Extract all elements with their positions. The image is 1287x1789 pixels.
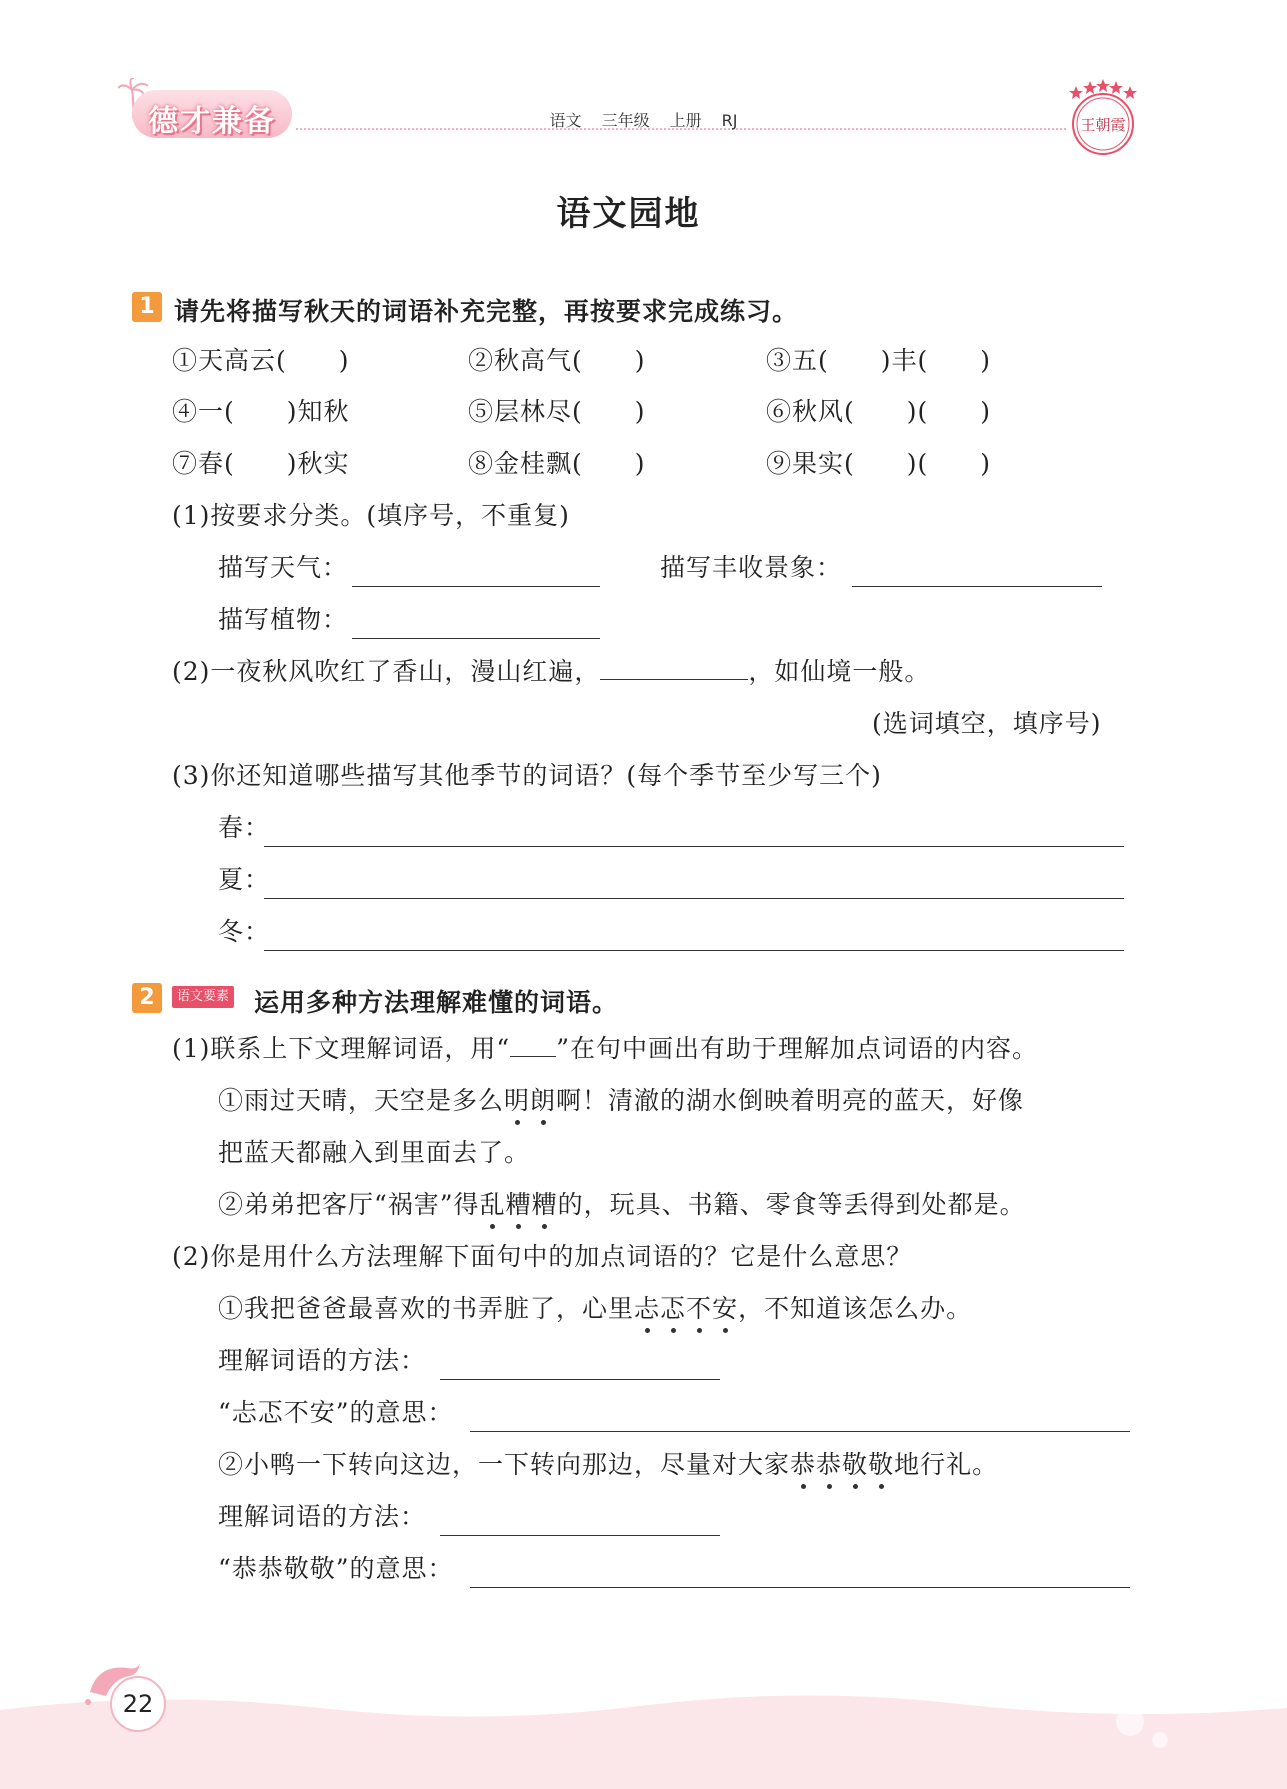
idiom-5: ⑤层林尽( ) bbox=[468, 397, 646, 426]
section-1-number: 1 bbox=[132, 292, 162, 322]
meaning-label-2: “恭恭敬敬”的意思： bbox=[218, 1554, 454, 1583]
winter-label: 冬： bbox=[218, 917, 271, 946]
dotted-char: 不 bbox=[686, 1294, 713, 1323]
q3-prompt: (3)你还知道哪些描写其他季节的词语？(每个季节至少写三个) bbox=[172, 761, 882, 790]
method-answer-line-2[interactable] bbox=[440, 1505, 720, 1536]
summer-label: 夏： bbox=[218, 865, 271, 894]
dotted-char: 敬 bbox=[842, 1450, 869, 1479]
phrase-2-sentence: ②小鸭一下转向这边，一下转向那边，尽量对大家恭恭敬敬地行礼。 bbox=[218, 1450, 999, 1479]
dotted-char: 恭 bbox=[790, 1450, 817, 1479]
idiom-6: ⑥秋风( )( ) bbox=[766, 397, 992, 426]
subject: 语文 bbox=[549, 111, 582, 130]
section-2-instruction: 运用多种方法理解难懂的词语。 bbox=[254, 988, 619, 1017]
plants-label: 描写植物： bbox=[218, 605, 349, 634]
underline-sample bbox=[510, 1034, 556, 1057]
idiom-2: ②秋高气( ) bbox=[468, 346, 646, 375]
spring-label: 春： bbox=[218, 813, 271, 842]
method-label-2: 理解词语的方法： bbox=[218, 1502, 427, 1531]
dotted-char: 糟 bbox=[505, 1190, 532, 1219]
section-2-number: 2 bbox=[132, 983, 162, 1013]
edition: RJ bbox=[721, 111, 738, 130]
section-1-instruction: 请先将描写秋天的词语补充完整，再按要求完成练习。 bbox=[174, 297, 799, 326]
dotted-char: 安 bbox=[712, 1294, 739, 1323]
s2-q1-prompt: (1)联系上下文理解词语，用“ ”在句中画出有助于理解加点词语的内容。 bbox=[172, 1034, 1038, 1063]
meaning-label-1: “忐忑不安”的意思： bbox=[218, 1398, 454, 1427]
idiom-7: ⑦春( )秋实 bbox=[172, 449, 350, 478]
dotted-char: 敬 bbox=[868, 1450, 895, 1479]
grade: 三年级 bbox=[601, 111, 650, 130]
s2-q2-prompt: (2)你是用什么方法理解下面句中的加点词语的？它是什么意思？ bbox=[172, 1242, 913, 1271]
method-label-1: 理解词语的方法： bbox=[218, 1346, 427, 1375]
idiom-9: ⑨果实( )( ) bbox=[766, 449, 992, 478]
weather-label: 描写天气： bbox=[218, 553, 349, 582]
idiom-8: ⑧金桂飘( ) bbox=[468, 449, 646, 478]
method-answer-line-1[interactable] bbox=[440, 1349, 720, 1380]
dotted-char: 忑 bbox=[660, 1294, 687, 1323]
author-seal bbox=[1062, 78, 1144, 160]
logo-text: 德才兼备 bbox=[148, 104, 276, 139]
dotted-char: 朗 bbox=[530, 1086, 557, 1115]
phrase-1-sentence: ①我把爸爸最喜欢的书弄脏了，心里忐忑不安，不知道该怎么办。 bbox=[218, 1294, 973, 1323]
sentence-1: ①雨过天晴，天空是多么明朗啊！清澈的湖水倒映着明亮的蓝天，好像 bbox=[218, 1086, 1025, 1115]
plants-answer-line[interactable] bbox=[352, 608, 600, 639]
section-2-tag: 语文要素 bbox=[172, 986, 234, 1008]
page-number: 22 bbox=[110, 1676, 166, 1732]
q2-note: (选词填空，填序号) bbox=[872, 709, 1102, 738]
weather-answer-line[interactable] bbox=[352, 556, 600, 587]
harvest-label: 描写丰收景象： bbox=[660, 553, 843, 582]
dotted-char: 乱 bbox=[479, 1190, 506, 1219]
idiom-1: ①天高云( ) bbox=[172, 346, 350, 375]
svg-text:王朝霞: 王朝霞 bbox=[1080, 116, 1126, 134]
harvest-answer-line[interactable] bbox=[852, 556, 1102, 587]
dotted-char: 恭 bbox=[816, 1450, 843, 1479]
sentence-1-cont: 把蓝天都融入到里面去了。 bbox=[218, 1138, 531, 1167]
q2-prompt: (2)一夜秋风吹红了香山，漫山红遍， ，如仙境一般。 bbox=[172, 657, 931, 686]
winter-answer-line[interactable] bbox=[264, 920, 1124, 951]
q1-prompt: (1)按要求分类。(填序号，不重复) bbox=[172, 501, 570, 530]
dotted-char: 明 bbox=[504, 1086, 531, 1115]
q2-fill-blank[interactable] bbox=[600, 657, 748, 680]
dotted-char: 糟 bbox=[531, 1190, 558, 1219]
volume: 上册 bbox=[669, 111, 702, 130]
sentence-2: ②弟弟把客厅“祸害”得乱糟糟的，玩具、书籍、零食等丢得到处都是。 bbox=[218, 1190, 1026, 1219]
idiom-4: ④一( )知秋 bbox=[172, 397, 350, 426]
spring-answer-line[interactable] bbox=[264, 816, 1124, 847]
meaning-answer-line-1[interactable] bbox=[470, 1401, 1130, 1432]
dotted-char: 忐 bbox=[634, 1294, 661, 1323]
meaning-answer-line-2[interactable] bbox=[470, 1557, 1130, 1588]
summer-answer-line[interactable] bbox=[264, 868, 1124, 899]
idiom-3: ③五( )丰( ) bbox=[766, 346, 992, 375]
footer-wave bbox=[0, 1680, 1287, 1789]
page-title: 语文园地 bbox=[556, 194, 701, 234]
